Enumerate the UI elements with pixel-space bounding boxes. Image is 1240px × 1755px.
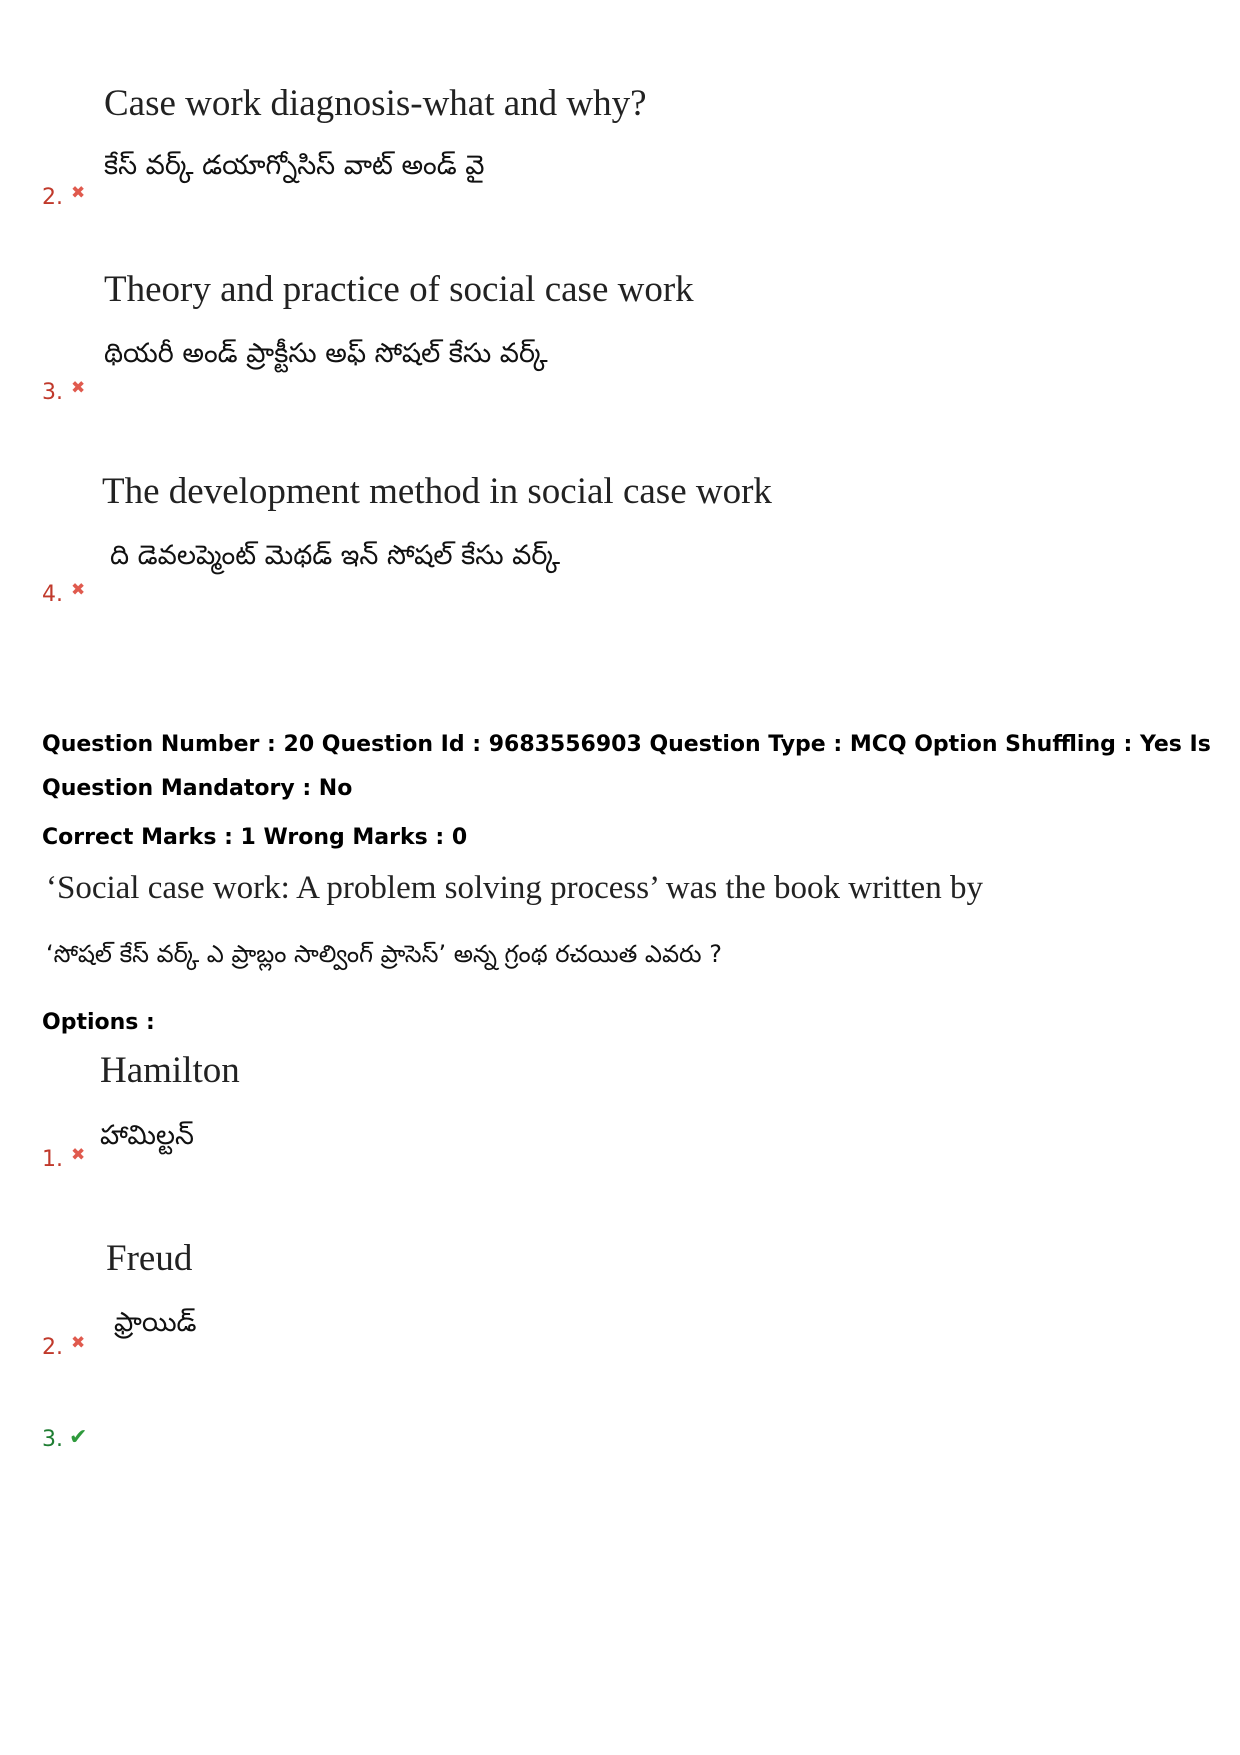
option-number: 2. [42, 185, 63, 210]
cross-icon: ✖ [71, 1333, 86, 1353]
option-number: 1. [42, 1147, 63, 1172]
option-english-text: Freud [106, 1238, 193, 1279]
cross-icon: ✖ [71, 580, 86, 600]
option-telugu-text: ది డెవలప్మెంట్ మెథడ్ ఇన్ సోషల్ కేసు వర్క్ [110, 540, 561, 571]
question-meta-line1: Question Number : 20 Question Id : 9683556903 Question Type : MCQ Option Shuffling : Yes Is [42, 732, 1211, 757]
option-number-row [42, 1425, 87, 1452]
options-label: Options : [42, 1010, 155, 1035]
option-number: 3. [42, 1427, 63, 1452]
option-english-text: Theory and practice of social case work [104, 269, 694, 310]
option-telugu-text: ఫ్రాయిడ్ [114, 1307, 197, 1338]
option-number: 3. [42, 380, 63, 405]
option-number: 2. [42, 1335, 63, 1360]
check-icon: ✔ [69, 1425, 88, 1450]
question-english-text: ‘Social case work: A problem solving process’ was the book written by [46, 870, 983, 906]
option-number-row [42, 183, 85, 210]
cross-icon: ✖ [71, 1145, 86, 1165]
option-english-text: The development method in social case work [102, 471, 772, 512]
cross-icon: ✖ [71, 378, 86, 398]
marks-line: Correct Marks : 1 Wrong Marks : 0 [42, 825, 468, 850]
option-number-row [42, 580, 85, 607]
option-number: 4. [42, 582, 63, 607]
option-telugu-text: హామిల్టన్ [100, 1120, 195, 1151]
option-number-row [42, 1145, 85, 1172]
option-telugu-text: థియరీ అండ్ ప్రాక్టీసు అఫ్ సోషల్ కేసు వర్క్ [104, 338, 548, 369]
question-meta-line2: Question Mandatory : No [42, 776, 353, 801]
option-telugu-text: కేస్ వర్క్ డయాగ్నోసిస్ వాట్ అండ్ వై [104, 150, 485, 181]
option-english-text: Case work diagnosis-what and why? [104, 83, 647, 124]
option-english-text: Hamilton [100, 1050, 240, 1091]
option-number-row [42, 378, 85, 405]
option-number-row [42, 1333, 85, 1360]
question-telugu-text: ‘సోషల్ కేస్ వర్క్ ఎ ప్రాబ్లం సాల్వింగ్ ప్రాసెస్’ అన్న గ్రంథ రచయిత ఎవరు ? [46, 940, 722, 968]
cross-icon: ✖ [71, 183, 86, 203]
